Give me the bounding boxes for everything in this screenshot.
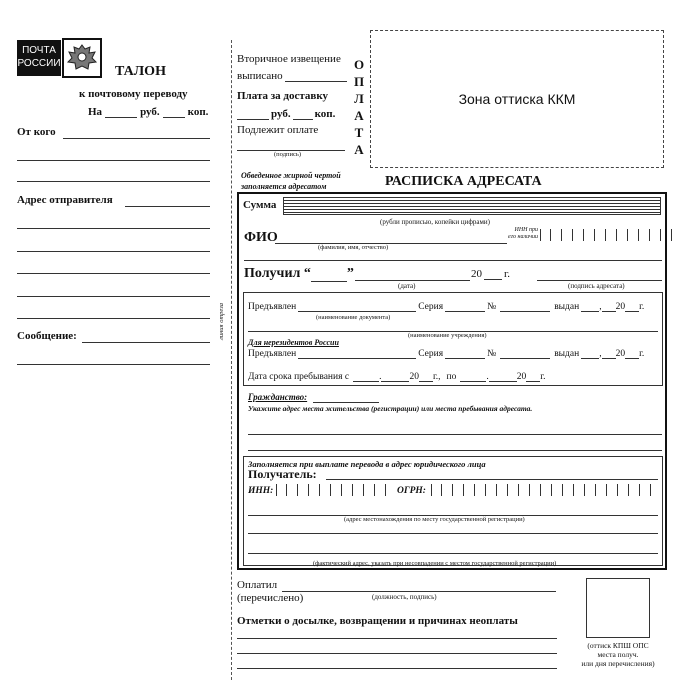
paid-label: Оплатил xyxy=(237,579,278,591)
sum-hint: (рубли прописью, копейки цифрами) xyxy=(380,218,490,226)
nonres-number-field[interactable] xyxy=(500,358,550,359)
fio-hint: (фамилия, имя, отчество) xyxy=(318,244,389,251)
institution-hint: (наименование учреждения) xyxy=(408,332,487,339)
stamp-line3: или дня перечисления) xyxy=(581,659,655,668)
bold-note xyxy=(241,170,341,192)
oplata-letter: О xyxy=(353,57,365,72)
message-label: Сообщение: xyxy=(17,330,77,342)
stay-to-day[interactable] xyxy=(460,381,486,382)
nonres-sep: , xyxy=(599,349,602,359)
issued-month-field[interactable] xyxy=(602,311,616,312)
stay-to-g: г. xyxy=(540,372,546,382)
received-row xyxy=(244,266,354,282)
nonresident-label: Для нерезидентов России xyxy=(248,338,339,347)
sum-field[interactable] xyxy=(283,197,661,215)
recipient-signature-field[interactable] xyxy=(537,280,662,281)
fio-line-2[interactable] xyxy=(244,260,662,261)
received-month-field[interactable] xyxy=(355,280,470,281)
fio-label: ФИО xyxy=(244,230,278,245)
oplata-vertical xyxy=(352,56,366,158)
subject-pay: Подлежит оплате xyxy=(237,124,319,136)
fio-field[interactable] xyxy=(275,243,507,244)
notice-line2 xyxy=(237,70,347,82)
logo-line2: РОССИИ xyxy=(17,58,61,69)
stay-to-year[interactable] xyxy=(526,381,540,382)
legal-note: Заполняется при выплате перевода в адрес юридического лица xyxy=(248,459,486,469)
oplata-letter: Л xyxy=(354,91,364,106)
nonres-number: № xyxy=(487,349,497,359)
ogrn-label: ОГРН: xyxy=(397,486,426,496)
from-label: От кого xyxy=(17,126,56,138)
kop-field[interactable] xyxy=(163,117,185,118)
notice-field[interactable] xyxy=(285,81,347,82)
address-label: Адрес отправителя xyxy=(17,194,113,206)
citizenship-label: Гражданство: xyxy=(248,392,308,402)
legal-address-line-2[interactable] xyxy=(248,533,658,534)
stamp-box xyxy=(586,578,650,638)
sum-label: Сумма xyxy=(243,199,277,211)
kkm-zone xyxy=(370,30,664,168)
nonresident-row xyxy=(248,349,644,359)
legal-inn-cells[interactable] xyxy=(276,484,386,496)
inn-cells[interactable] xyxy=(540,229,672,241)
inn-hint-line1: ИНН при xyxy=(514,227,538,233)
number-label: № xyxy=(487,302,497,312)
issued-label: выдан xyxy=(554,302,580,312)
received-day-field[interactable] xyxy=(311,281,347,282)
nonres-issued-year[interactable] xyxy=(625,358,639,359)
received-year-field[interactable] xyxy=(484,279,502,280)
nonres-g: г. xyxy=(639,349,645,359)
nonres-issued: выдан xyxy=(554,349,580,359)
stay-from-year-prefix: 20 xyxy=(409,372,419,382)
received-year-prefix: 20 xyxy=(471,268,482,280)
from-line-2[interactable] xyxy=(17,160,210,161)
nonres-doc-field[interactable] xyxy=(298,358,416,359)
address-note: Укажите адрес места жительства (регистрации) или места пребывания адресата. xyxy=(248,404,533,413)
inn-hint-line2: его наличии xyxy=(508,234,538,240)
receipt-title: РАСПИСКА АДРЕСАТА xyxy=(385,174,542,189)
bold-note-line1: Обведенное жирной чертой xyxy=(241,171,341,180)
actual-address-hint: (фактический адрес, указать при несовпадении с местом государственной регистрации) xyxy=(313,560,557,567)
bold-note-line2: заполняется адресатом xyxy=(241,182,327,191)
address-line-3[interactable] xyxy=(17,251,210,252)
stamp-line1: (оттиск КПШ ОПС xyxy=(587,641,649,650)
address-line-4[interactable] xyxy=(17,273,210,274)
marks-line-3[interactable] xyxy=(237,668,557,669)
eagle-emblem-icon xyxy=(62,38,102,78)
nonres-presented: Предъявлен xyxy=(248,349,297,359)
address-line-6[interactable] xyxy=(17,318,210,319)
stub-subtitle: к почтовому переводу xyxy=(79,88,188,100)
issued-year-prefix: 20 xyxy=(615,302,626,312)
received-quote: ” xyxy=(346,266,354,281)
address-field[interactable] xyxy=(125,206,210,207)
notice-written: выписано xyxy=(237,70,283,82)
legal-address-hint: (адрес местонахождения по месту государственной регистрации) xyxy=(344,516,525,523)
top-signature-hint: (подпись) xyxy=(274,151,301,158)
marks-label: Отметки о досылке, возвращении и причинах неоплаты xyxy=(237,615,518,627)
stay-from-month[interactable] xyxy=(381,381,409,382)
from-field[interactable] xyxy=(63,138,210,139)
inn-hint xyxy=(502,227,538,241)
nonres-issued-day[interactable] xyxy=(581,358,599,359)
issued-day-field[interactable] xyxy=(581,311,599,312)
presented-label: Предъявлен xyxy=(248,302,297,312)
stay-from-g: г., xyxy=(432,372,441,382)
oplata-letter: А xyxy=(354,108,364,123)
logo-line1: ПОЧТА xyxy=(22,45,56,56)
stub-amount xyxy=(88,106,208,118)
nonres-year-prefix: 20 xyxy=(615,349,626,359)
position-hint: (должность, подпись) xyxy=(372,593,437,601)
stub-title: ТАЛОН xyxy=(115,64,166,79)
delivery-amount xyxy=(237,108,335,120)
rub-label: руб. xyxy=(140,106,160,118)
nonres-issued-month[interactable] xyxy=(602,358,616,359)
presented-row xyxy=(248,302,644,312)
rub-field[interactable] xyxy=(105,117,137,118)
kkm-zone-label: Зона оттиска ККМ xyxy=(458,91,576,107)
cut-line xyxy=(231,40,232,680)
paid-field[interactable] xyxy=(282,591,556,592)
ogrn-cells[interactable] xyxy=(431,484,651,496)
marks-line-1[interactable] xyxy=(237,638,557,639)
issued-year-field[interactable] xyxy=(625,311,639,312)
series-field[interactable] xyxy=(445,311,485,312)
delivery-label: Плата за доставку xyxy=(237,90,329,102)
stay-to-year-prefix: 20 xyxy=(516,372,527,382)
delivery-rub-field[interactable] xyxy=(237,119,269,120)
kop-label: коп. xyxy=(187,106,209,118)
delivery-rub: руб. xyxy=(271,108,291,120)
from-line-3[interactable] xyxy=(17,181,210,182)
issued-g: г. xyxy=(639,302,645,312)
recipient-field[interactable] xyxy=(326,479,658,480)
document-name-field[interactable] xyxy=(298,311,416,312)
doc-name-hint: (наименование документа) xyxy=(316,314,391,321)
stamp-caption xyxy=(566,641,670,668)
recipient-label: Получатель: xyxy=(248,467,317,481)
nonres-series-field[interactable] xyxy=(445,358,485,359)
issued-sep: , xyxy=(599,302,602,312)
stay-to-month[interactable] xyxy=(489,381,517,382)
oplata-letter: П xyxy=(353,74,365,89)
address-line-5[interactable] xyxy=(17,296,210,297)
actual-address-field[interactable] xyxy=(248,553,658,554)
stay-row: Дата срока пребывания с . 20 г., по . 20 г. xyxy=(248,372,546,382)
oplata-letter: А xyxy=(354,142,364,157)
recipient-address-line-2[interactable] xyxy=(248,450,662,451)
delivery-kop: коп. xyxy=(314,108,336,120)
series-label: Серия xyxy=(418,302,444,312)
recipient-address-line-1[interactable] xyxy=(248,434,662,435)
delivery-kop-field[interactable] xyxy=(293,119,313,120)
paid-sub: (перечислено) xyxy=(237,592,304,604)
post-logo xyxy=(17,40,61,76)
received-year xyxy=(471,268,510,280)
inn-label: ИНН: xyxy=(248,486,274,496)
message-field[interactable] xyxy=(82,342,210,343)
marks-line-2[interactable] xyxy=(237,653,557,654)
oplata-letter: Т xyxy=(354,125,364,140)
address-line-2[interactable] xyxy=(17,228,210,229)
stay-from-year[interactable] xyxy=(419,381,433,382)
received-label: Получил “ xyxy=(244,266,311,281)
stamp-line2: места получ. xyxy=(597,650,639,659)
recipient-signature-hint: (подпись адресата) xyxy=(568,282,625,290)
number-field[interactable] xyxy=(500,311,550,312)
cut-line-label: линия отреза xyxy=(218,303,225,340)
citizenship-field[interactable] xyxy=(313,402,379,403)
message-line-2[interactable] xyxy=(17,364,210,365)
date-hint: (дата) xyxy=(398,282,416,290)
nonres-series: Серия xyxy=(418,349,444,359)
amount-prefix: На xyxy=(88,106,103,118)
stay-label: Дата срока пребывания с xyxy=(248,372,350,382)
notice-line1: Вторичное извещение xyxy=(237,53,341,65)
stay-to-label: по xyxy=(446,372,457,382)
received-year-suffix: г. xyxy=(504,268,511,280)
stay-from-day[interactable] xyxy=(353,381,379,382)
